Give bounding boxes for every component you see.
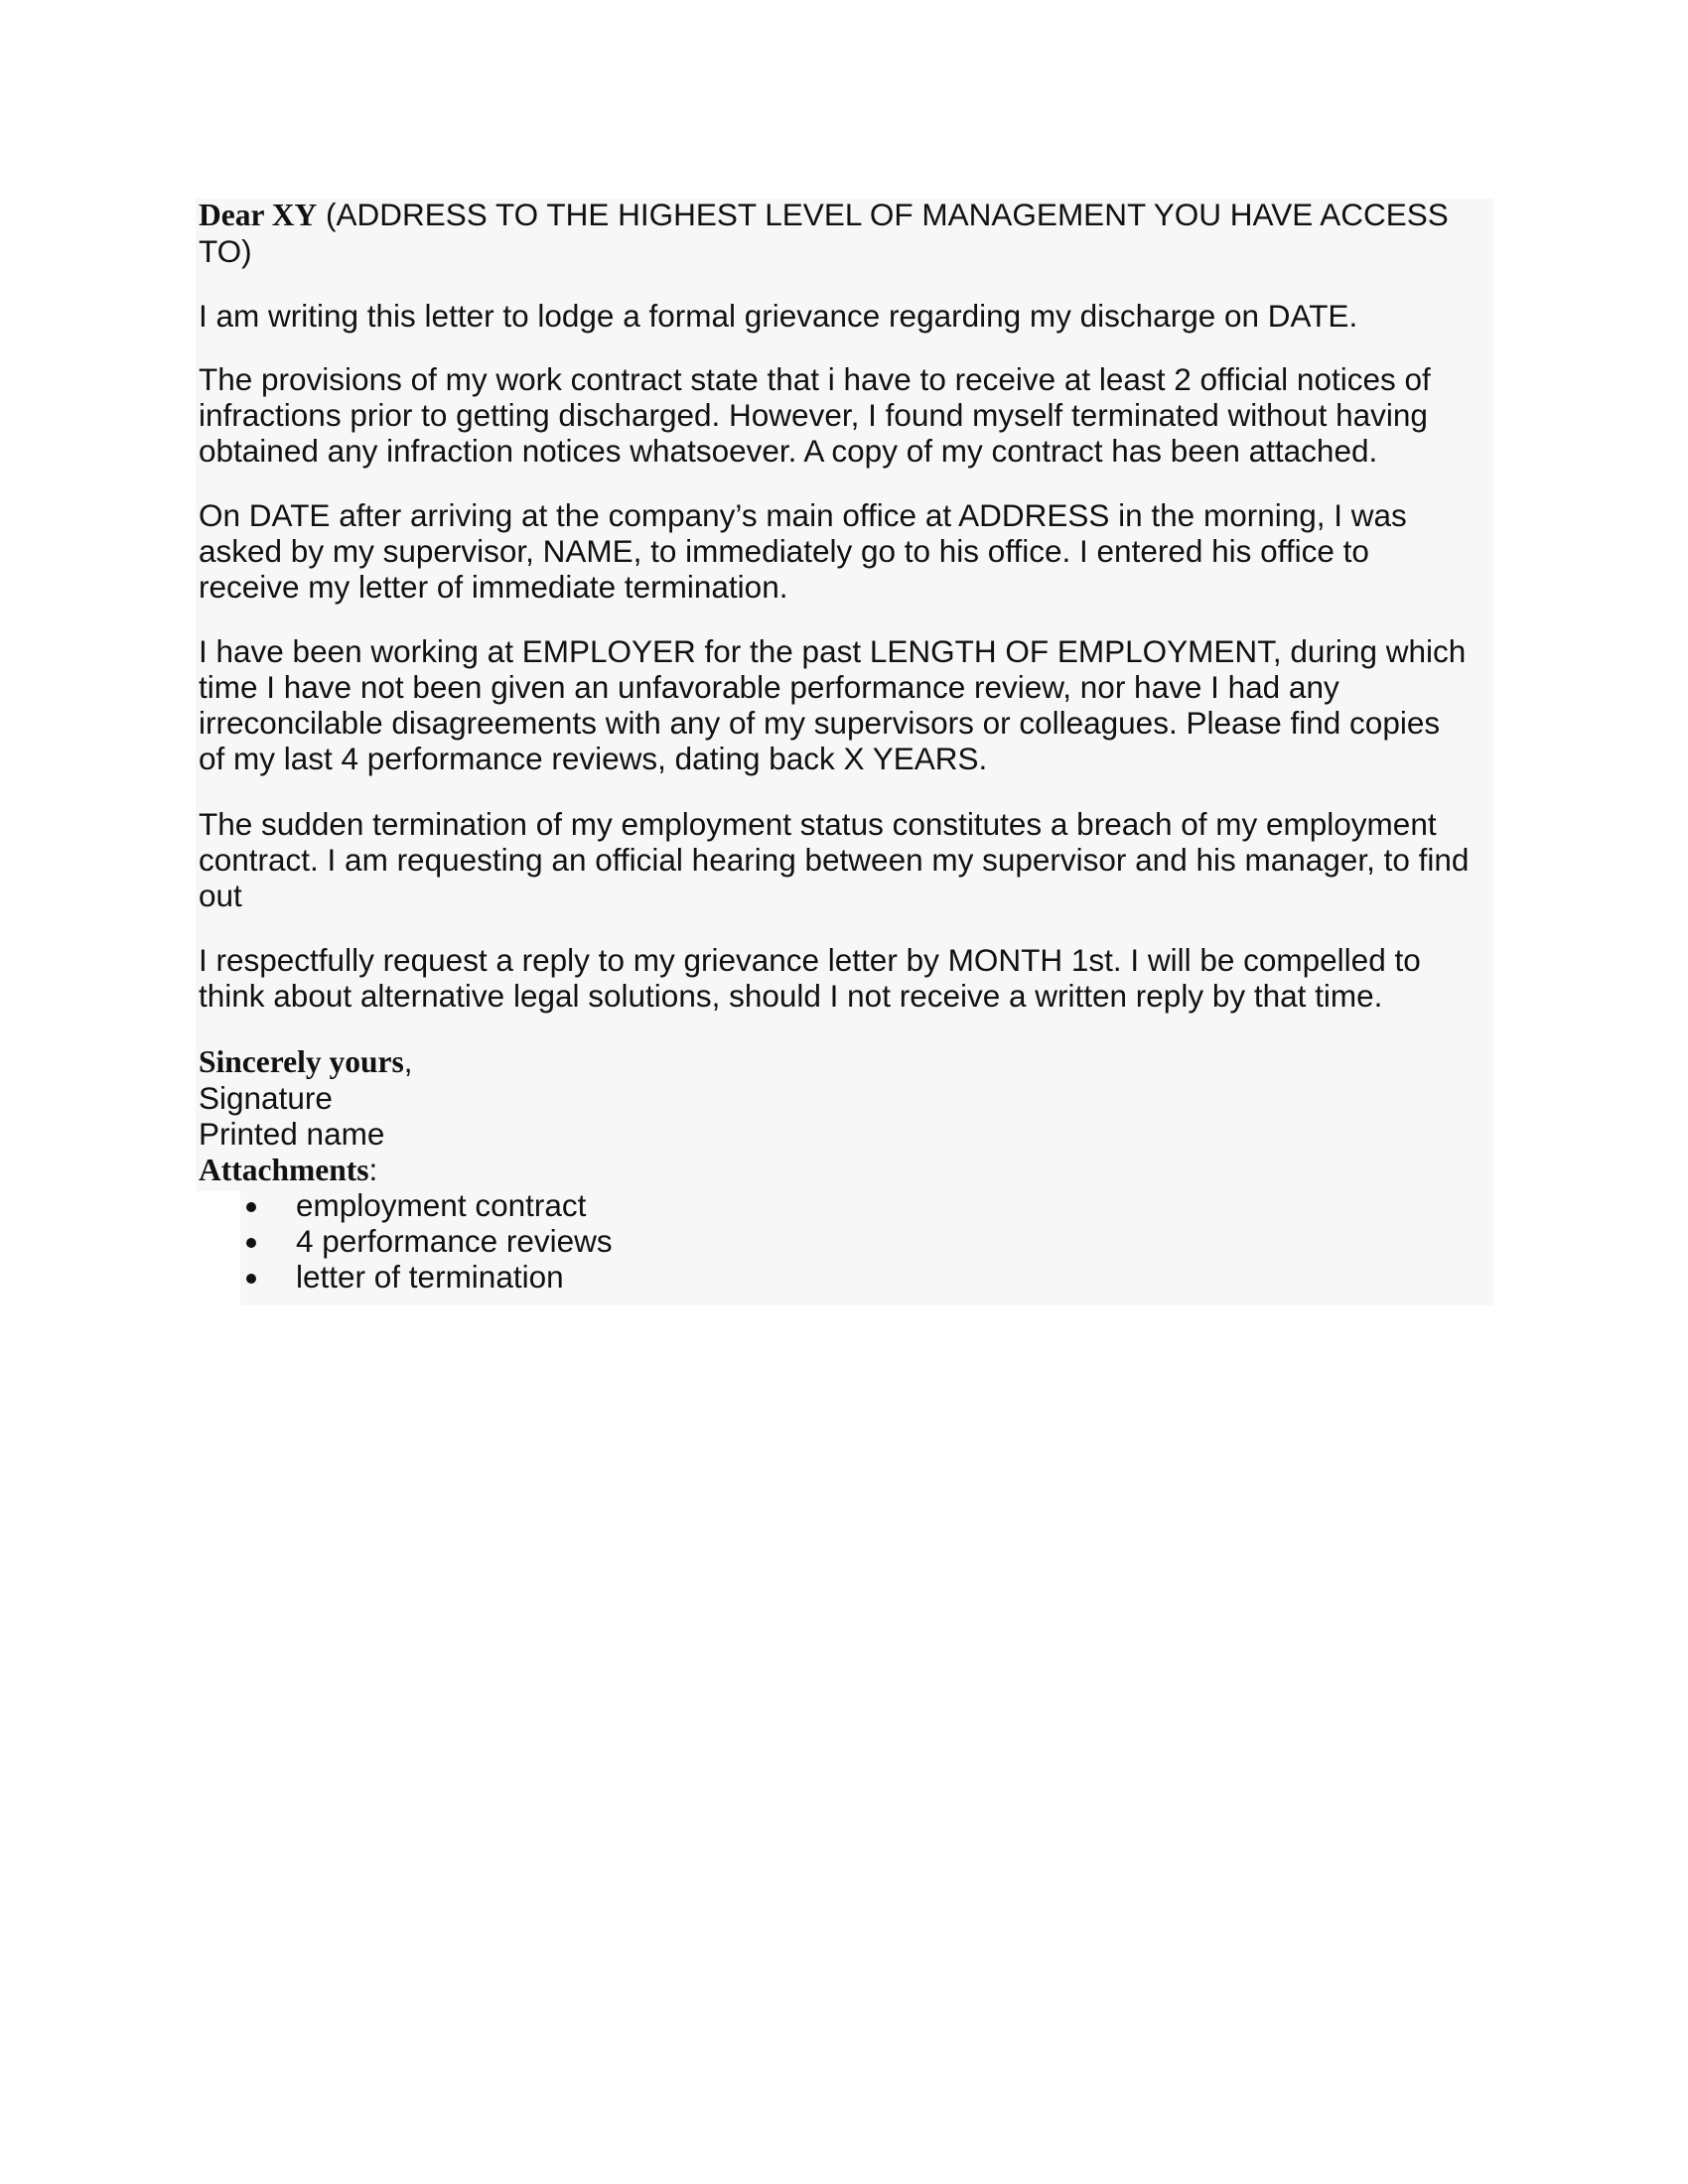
closing-phrase: Sincerely yours [199, 1044, 404, 1079]
salutation-line-1 [199, 197, 1449, 232]
attachments-label-line [199, 1152, 377, 1187]
salutation-name: Dear XY [199, 198, 318, 232]
bullet-icon [246, 1238, 256, 1248]
bullet-icon [246, 1202, 256, 1212]
list-item-text: employment contract [296, 1187, 587, 1223]
paragraph-line: asked by my supervisor, NAME, to immediately go to his office. I entered his office to [199, 533, 1369, 569]
attachments-punct: : [368, 1152, 378, 1187]
paragraph-line: out [199, 878, 242, 913]
paragraph-line: irreconcilable disagreements with any of my supervisors or colleagues. Please find copies [199, 705, 1441, 741]
closing-line [199, 1043, 413, 1079]
signature-line: Signature [199, 1080, 333, 1116]
salutation-instruction: (ADDRESS TO THE HIGHEST LEVEL OF MANAGEMENT YOU HAVE ACCESS [317, 197, 1449, 232]
salutation-line-2: TO) [199, 233, 252, 269]
paragraph-line: think about alternative legal solutions, should I not receive a written reply by that time. [199, 978, 1383, 1014]
bullet-icon [246, 1274, 256, 1284]
attachments-label: Attachments [199, 1153, 369, 1187]
paragraph-line: I respectfully request a reply to my grievance letter by MONTH 1st. I will be compelled to [199, 942, 1421, 978]
paragraph-line: contract. I am requesting an official hearing between my supervisor and his manager, to find [199, 842, 1470, 878]
closing-punct: , [403, 1043, 413, 1079]
paragraph-line: of my last 4 performance reviews, dating back X YEARS. [199, 741, 988, 776]
paragraph-line: I have been working at EMPLOYER for the past LENGTH OF EMPLOYMENT, during which [199, 633, 1467, 669]
paragraph-line: time I have not been given an unfavorable performance review, nor have I had any [199, 669, 1339, 705]
list-item-text: 4 performance reviews [296, 1223, 613, 1259]
paragraph-line: The sudden termination of my employment status constitutes a breach of my employment [199, 806, 1437, 842]
paragraph-line: obtained any infraction notices whatsoever. A copy of my contract has been attached. [199, 433, 1378, 469]
paragraph-line: infractions prior to getting discharged. However, I found myself terminated without having [199, 397, 1428, 433]
paragraph-line: receive my letter of immediate termination. [199, 569, 788, 605]
list-item-text: letter of termination [296, 1259, 564, 1295]
paragraph-line: On DATE after arriving at the company’s main office at ADDRESS in the morning, I was [199, 497, 1407, 533]
printed-name-line: Printed name [199, 1116, 385, 1152]
paragraph-line: The provisions of my work contract state that i have to receive at least 2 official notices of [199, 361, 1431, 397]
paragraph-line: I am writing this letter to lodge a formal grievance regarding my discharge on DATE. [199, 298, 1358, 334]
